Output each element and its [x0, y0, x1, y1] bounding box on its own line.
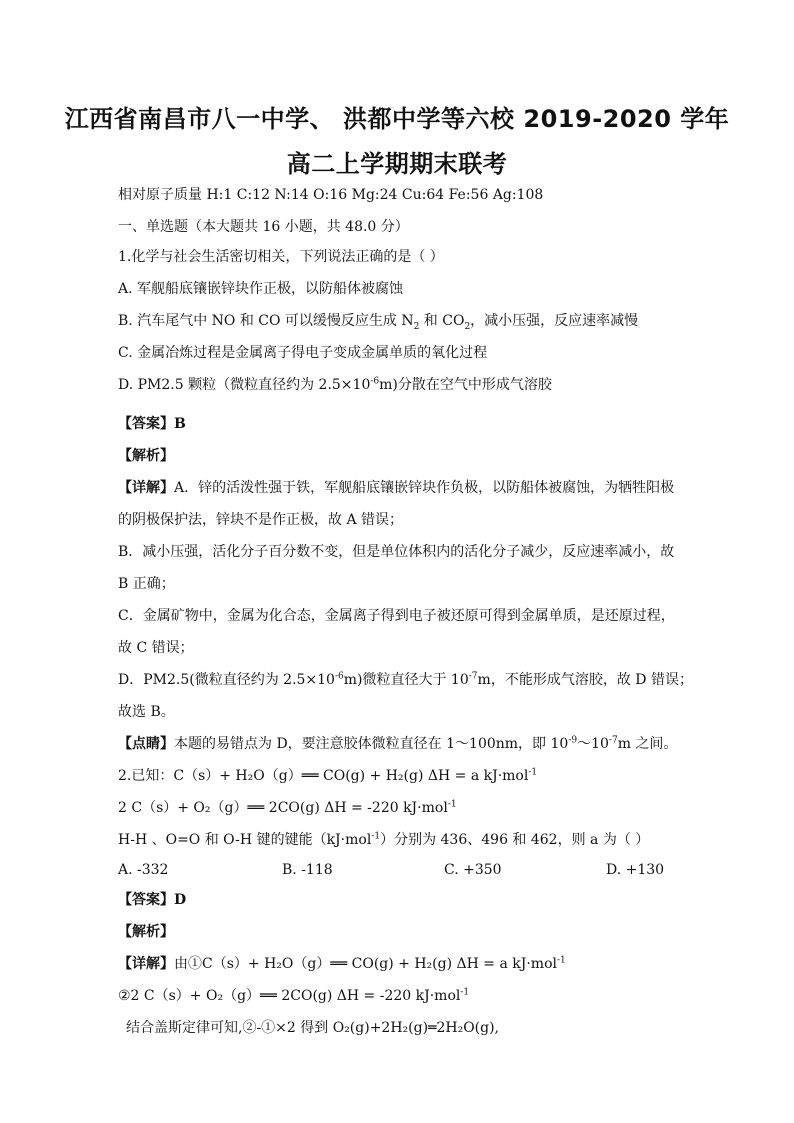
page-title-line-2: 高二上学期期末联考	[286, 150, 508, 178]
q2-equation-2: 2 C（s）+ O₂（g）══ 2CO(g) ΔH = -220 kJ·mol$^{-1}$	[118, 799, 457, 816]
q2-choice-c: C. +350	[444, 862, 502, 878]
q1-detail-a-line-2: 的阴极保护法，锌块不是作正极，故 A 错误；	[118, 512, 404, 528]
q1-option-a: A. 军舰船底镶嵌锌块作正极，以防船体被腐蚀	[118, 281, 404, 297]
q2-equation-1: 2.已知：C（s）+ H₂O（g）══ CO(g) + H₂(g) ΔH = a kJ·mol$^{-1}$	[118, 767, 538, 784]
q1-detail-c-line-1: C．金属矿物中，金属为化合态，金属离子得到电子被还原可得到金属单质，是还原过程，	[118, 608, 675, 624]
page-title-line-1: 江西省南昌市八一中学、 洪都中学等六校 2019-2020 学年	[64, 105, 730, 133]
q1-tip: 【点睛】本题的易错点为 D，要注意胶体微粒直径在 1～100nm，即 $10^{-9}\sim 10^{-7}m$ 之间。	[118, 735, 678, 752]
q2-detail-equation-2: ②2 C（s）+ O₂（g）══ 2CO(g) ΔH = -220 kJ·mol$^{-1}$	[118, 987, 470, 1004]
q2-choice-d: D. +130	[606, 862, 665, 878]
q1-option-b: B. 汽车尾气中 NO 和 CO 可以缓慢反应生成 $N_2$ 和 $CO_2$，减小压强，反应速率减慢	[118, 313, 639, 332]
q1-detail-c-line-2: 故 C 错误；	[118, 640, 194, 656]
q2-stem: H-H 、O=O 和 O-H 键的键能（kJ·mol$^{-1}$）分别为 436、496 和 462，则 a 为（ ）	[118, 831, 650, 848]
q1-conclusion: 故选 B。	[118, 704, 175, 720]
q1-detail-d: D．PM2.5(微粒直径约为 $2.5\times 10^{-6}m$)微粒直径大于 $10^{-7}m$，不能形成气溶胶，故 D 错误；	[118, 671, 693, 688]
q2-detail-equation-1: 【详解】由①C（s）+ H₂O（g）══ CO(g) + H₂(g) ΔH = a kJ·mol$^{-1}$	[118, 955, 566, 972]
q1-detail-b-line-2: B 正确；	[118, 576, 175, 592]
q2-analysis-label: 【解析】	[118, 924, 174, 940]
q1-option-c: C. 金属冶炼过程是金属离子得电子变成金属单质的氧化过程	[118, 345, 488, 361]
q1-detail-a-line-1: 【详解】A．锌的活泼性强于铁，军舰船底镶嵌锌块作负极，以防船体被腐蚀，为牺牲阳极	[118, 480, 675, 496]
q1-answer: 【答案】B	[118, 416, 186, 432]
section-header: 一、单选题（本大题共 16 小题，共 48.0 分）	[118, 219, 409, 235]
q2-choice-b: B. -118	[282, 862, 333, 878]
atomic-masses: 相对原子质量 H:1 C:12 N:14 O:16 Mg:24 Cu:64 Fe:56 Ag:108	[118, 187, 544, 203]
q1-detail-b-line-1: B．减小压强，活化分子百分数不变，但是单位体积内的活化分子减少，反应速率减小，故	[118, 544, 675, 560]
q2-choice-a: A. -332	[118, 862, 169, 878]
q2-detail-hess: 结合盖斯定律可知,②-①×2 得到 O₂(g)+2H₂(g)═2H₂O(g),	[126, 1020, 500, 1036]
q1-stem: 1.化学与社会生活密切相关，下列说法正确的是（ ）	[118, 249, 444, 265]
q1-analysis-label: 【解析】	[118, 448, 174, 464]
q1-option-d: D. PM2.5 颗粒（微粒直径约为 $2.5\times 10^{-6}m$)分散在空气中形成气溶胶	[118, 376, 552, 393]
q2-answer: 【答案】D	[118, 892, 187, 908]
